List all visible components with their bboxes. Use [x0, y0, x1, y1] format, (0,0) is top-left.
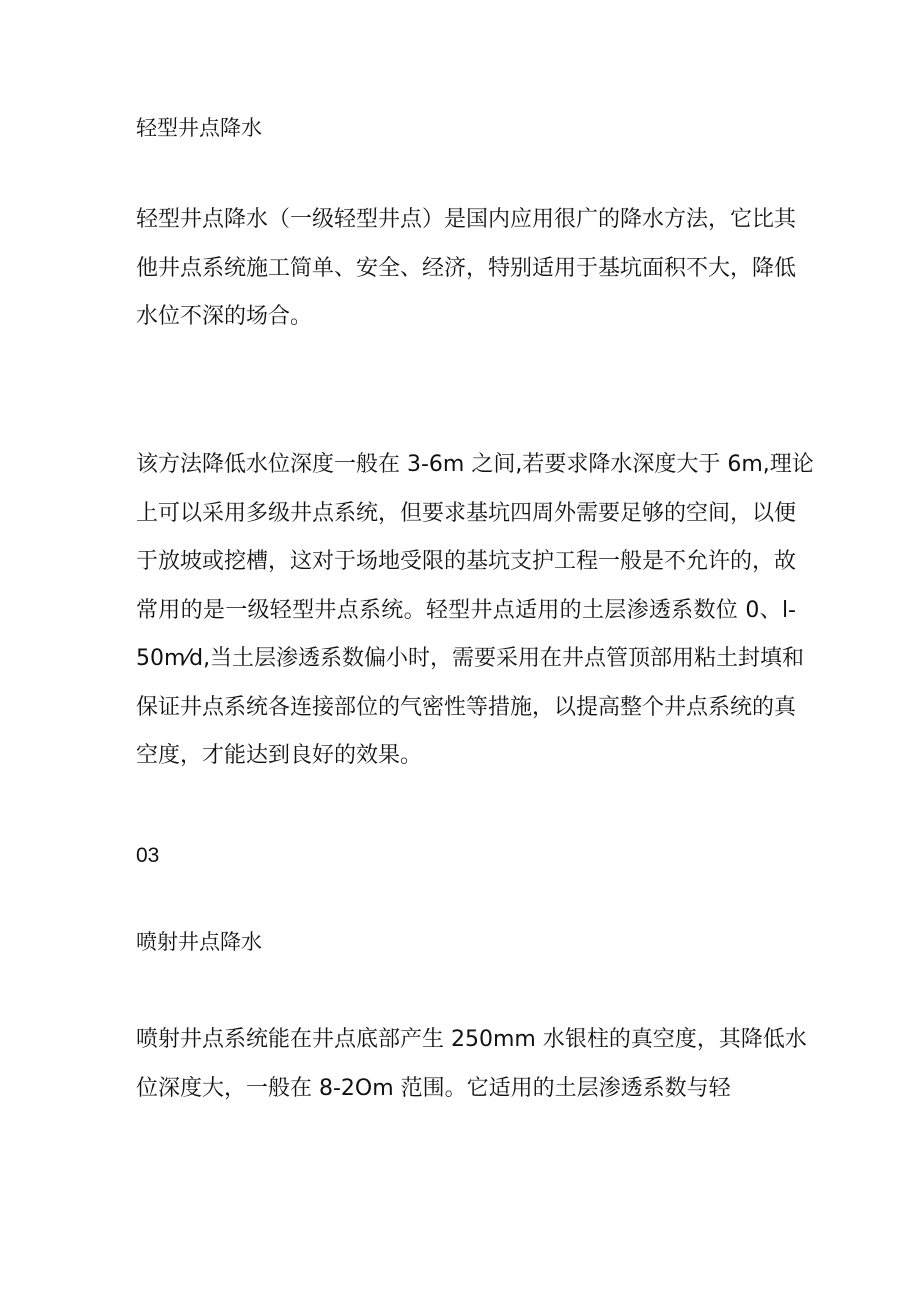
paragraph-line: 他井点系统施工简单、安全、经济，特别适用于基坑面积不大，降低: [136, 255, 797, 281]
paragraph-line: 水位不深的场合。: [136, 304, 313, 329]
paragraph-line: 上可以采用多级井点系统，但要求基坑四周外需要足够的空间，以便: [136, 500, 797, 526]
paragraph-line: 50m⁄d,当土层渗透系数偏小时，需要采用在井点管顶部用粘土封填和: [136, 646, 805, 671]
paragraph-light-wellpoint-intro: [136, 196, 796, 342]
section-heading-light-wellpoint: 轻型井点降水: [136, 116, 262, 140]
paragraph-jet-wellpoint: [136, 1016, 807, 1113]
paragraph-line: 常用的是一级轻型井点系统。轻型井点适用的土层渗透系数位 0、l-: [136, 597, 796, 623]
paragraph-light-wellpoint-depth: [136, 441, 814, 781]
paragraph-line: 于放坡或挖槽，这对于场地受限的基坑支护工程一般是不允许的，故: [136, 549, 797, 574]
paragraph-line: 空度，才能达到良好的效果。: [136, 743, 423, 768]
section-heading-jet-wellpoint: 喷射井点降水: [136, 930, 262, 954]
paragraph-line: 喷射井点系统能在井点底部产生 250mm 水银柱的真空度，其降低水: [136, 1027, 807, 1052]
paragraph-line: 轻型井点降水（一级轻型井点）是国内应用很广的降水方法，它比其: [136, 207, 797, 232]
section-number: 03: [136, 844, 160, 867]
paragraph-line: 保证井点系统各连接部位的气密性等措施，以提高整个井点系统的真: [136, 694, 797, 720]
paragraph-line: 位深度大，一般在 8-2Om 范围。它适用的土层渗透系数与轻: [136, 1075, 731, 1101]
paragraph-line: 该方法降低水位深度一般在 3-6m 之间,若要求降水深度大于 6m,理论: [136, 452, 814, 477]
